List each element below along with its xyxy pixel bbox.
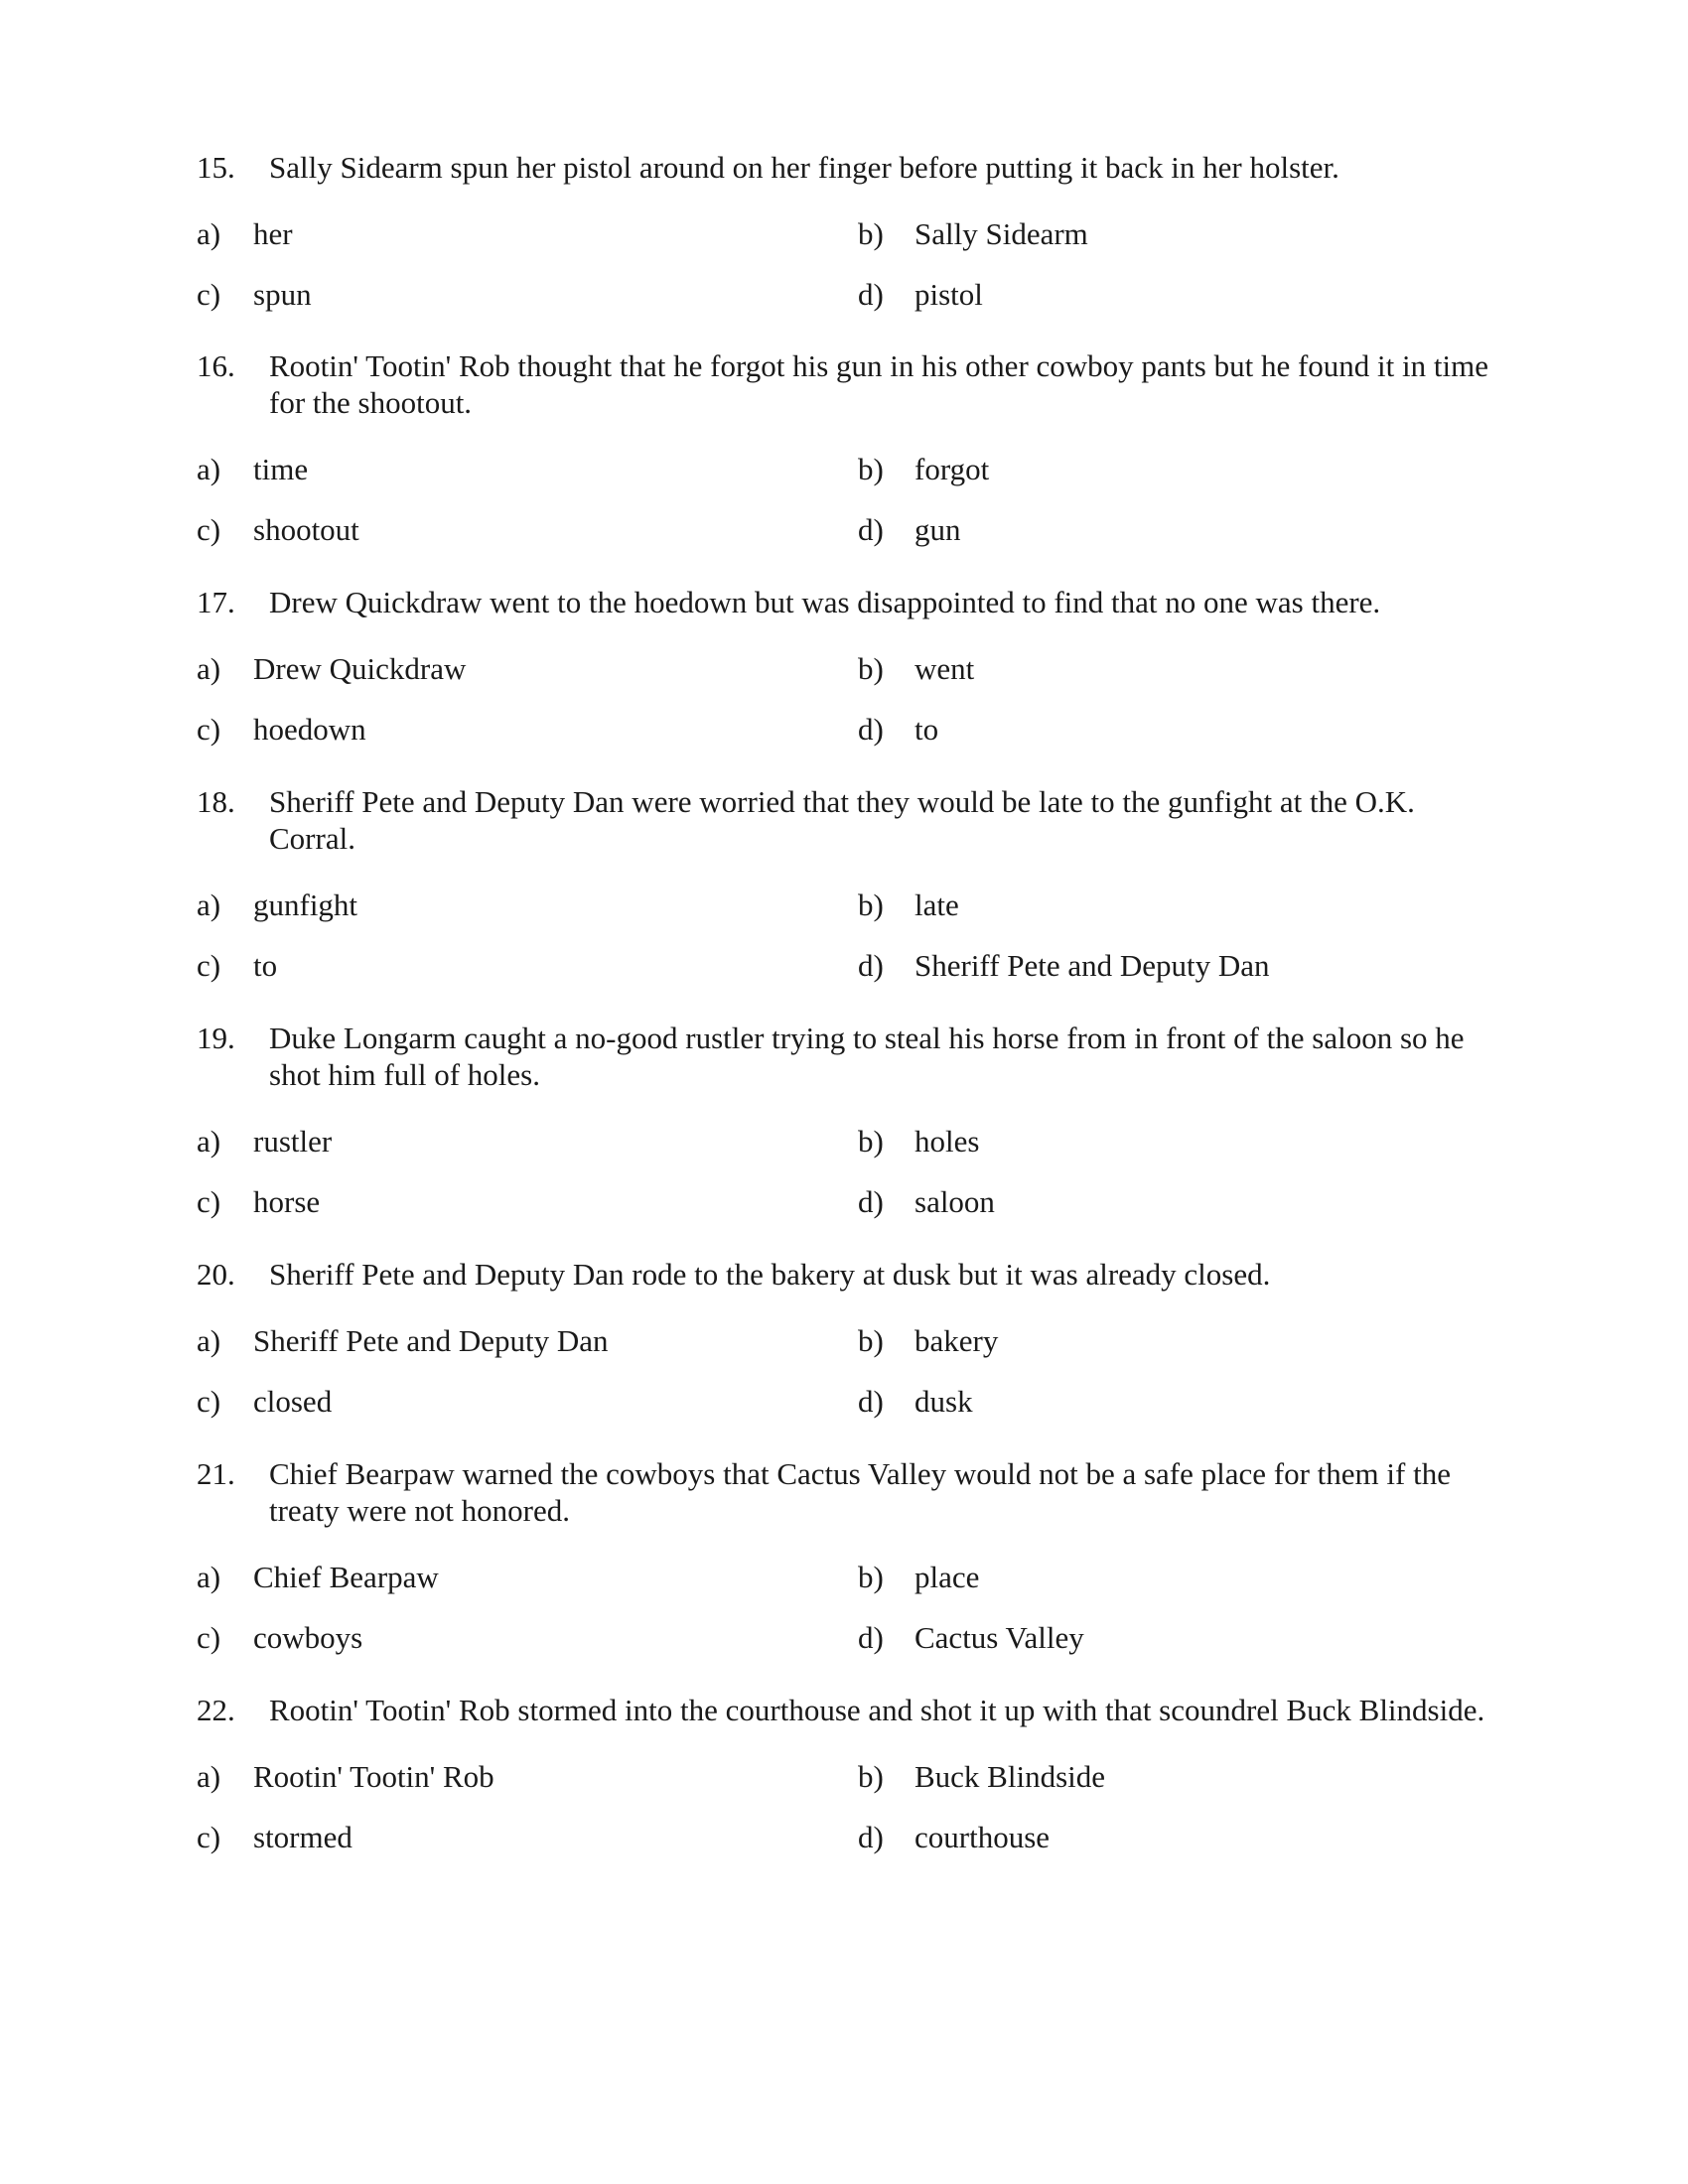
question-stem <box>197 584 1507 620</box>
option-letter: d) <box>858 948 884 983</box>
option-text: shootout <box>253 512 359 547</box>
option-letter: a) <box>197 887 221 922</box>
option-letter: a) <box>197 216 221 251</box>
option-b[interactable] <box>858 1559 979 1595</box>
option-letter: b) <box>858 887 884 922</box>
option-letter: a) <box>197 1124 221 1159</box>
option-text: Chief Bearpaw <box>253 1560 439 1594</box>
option-d[interactable] <box>858 276 983 313</box>
option-text: holes <box>914 1124 980 1159</box>
option-letter: b) <box>858 1124 884 1159</box>
option-letter: d) <box>858 1820 884 1854</box>
question-number: 15. <box>197 150 235 185</box>
question-number: 18. <box>197 784 235 819</box>
option-letter: c) <box>197 1820 221 1854</box>
option-a[interactable] <box>197 1123 332 1160</box>
option-text: gunfight <box>253 887 358 922</box>
option-a[interactable] <box>197 1559 439 1595</box>
option-a[interactable] <box>197 887 357 923</box>
option-letter: b) <box>858 1759 884 1794</box>
option-a[interactable] <box>197 1322 609 1359</box>
option-letter: c) <box>197 712 221 747</box>
question-text: Sheriff Pete and Deputy Dan rode to the bakery at dusk but it was already closed. <box>269 1257 1271 1292</box>
question-text: Drew Quickdraw went to the hoedown but was disappointed to find that no one was there. <box>269 585 1381 619</box>
option-text: saloon <box>914 1184 995 1219</box>
option-c[interactable] <box>197 947 277 984</box>
option-text: place <box>914 1560 980 1594</box>
option-d[interactable] <box>858 711 938 748</box>
option-b[interactable] <box>858 215 1088 252</box>
question-text: Rootin' Tootin' Rob stormed into the courthouse and shot it up with that scoundrel Buck Blindside. <box>269 1693 1485 1727</box>
option-letter: a) <box>197 651 221 686</box>
option-c[interactable] <box>197 276 312 313</box>
option-a[interactable] <box>197 451 308 487</box>
question-18 <box>197 783 1507 983</box>
option-text: her <box>253 216 293 251</box>
option-letter: b) <box>858 1560 884 1594</box>
option-text: cowboys <box>253 1620 363 1655</box>
option-b[interactable] <box>858 451 989 487</box>
question-stem <box>197 1455 1507 1529</box>
option-text: to <box>914 712 939 747</box>
option-d[interactable] <box>858 1183 995 1220</box>
option-text: Sally Sidearm <box>914 216 1088 251</box>
question-stem <box>197 1692 1507 1728</box>
option-d[interactable] <box>858 1619 1084 1656</box>
option-letter: d) <box>858 512 884 547</box>
option-text: gun <box>914 512 961 547</box>
option-text: hoedown <box>253 712 366 747</box>
question-stem <box>197 1020 1507 1093</box>
option-text: Cactus Valley <box>914 1620 1084 1655</box>
option-c[interactable] <box>197 511 359 548</box>
option-a[interactable] <box>197 215 293 252</box>
option-d[interactable] <box>858 1819 1050 1855</box>
question-22 <box>197 1692 1507 1854</box>
option-text: bakery <box>914 1323 999 1358</box>
question-19 <box>197 1020 1507 1219</box>
option-letter: a) <box>197 1560 221 1594</box>
option-text: courthouse <box>914 1820 1051 1854</box>
option-letter: d) <box>858 712 884 747</box>
option-letter: c) <box>197 948 221 983</box>
question-number: 22. <box>197 1693 235 1727</box>
option-b[interactable] <box>858 887 959 923</box>
question-text: Chief Bearpaw warned the cowboys that Cactus Valley would not be a safe place for them if the treaty were not honored. <box>269 1456 1451 1528</box>
option-text: Rootin' Tootin' Rob <box>253 1759 494 1794</box>
option-d[interactable] <box>858 947 1270 984</box>
option-letter: c) <box>197 277 221 312</box>
option-b[interactable] <box>858 1322 998 1359</box>
answer-options <box>197 1559 1507 1655</box>
question-stem <box>197 149 1507 186</box>
option-c[interactable] <box>197 1819 352 1855</box>
option-d[interactable] <box>858 1383 973 1420</box>
option-d[interactable] <box>858 511 961 548</box>
question-number: 16. <box>197 348 235 383</box>
option-text: late <box>914 887 959 922</box>
option-c[interactable] <box>197 711 366 748</box>
option-c[interactable] <box>197 1619 362 1656</box>
question-text: Sally Sidearm spun her pistol around on her finger before putting it back in her holster. <box>269 150 1339 185</box>
option-letter: b) <box>858 216 884 251</box>
option-a[interactable] <box>197 650 466 687</box>
option-c[interactable] <box>197 1383 332 1420</box>
option-text: to <box>253 948 278 983</box>
option-letter: c) <box>197 1620 221 1655</box>
option-text: rustler <box>253 1124 333 1159</box>
option-text: Sheriff Pete and Deputy Dan <box>914 948 1270 983</box>
option-text: Buck Blindside <box>914 1759 1106 1794</box>
option-letter: d) <box>858 277 884 312</box>
option-a[interactable] <box>197 1758 494 1795</box>
question-17 <box>197 584 1507 747</box>
question-stem <box>197 783 1507 857</box>
question-number: 21. <box>197 1456 235 1491</box>
option-letter: c) <box>197 1184 221 1219</box>
option-text: Sheriff Pete and Deputy Dan <box>253 1323 609 1358</box>
option-b[interactable] <box>858 650 974 687</box>
option-text: spun <box>253 277 312 312</box>
answer-options <box>197 1322 1507 1419</box>
option-b[interactable] <box>858 1123 979 1160</box>
answer-options <box>197 650 1507 747</box>
question-text: Duke Longarm caught a no-good rustler trying to steal his horse from in front of the saloon so he shot him full of holes. <box>269 1021 1465 1092</box>
option-text: dusk <box>914 1384 973 1419</box>
answer-options <box>197 451 1507 547</box>
question-number: 20. <box>197 1257 235 1292</box>
option-letter: d) <box>858 1620 884 1655</box>
option-text: went <box>914 651 975 686</box>
question-20 <box>197 1256 1507 1419</box>
option-letter: c) <box>197 1384 221 1419</box>
option-c[interactable] <box>197 1183 320 1220</box>
question-15 <box>197 149 1507 312</box>
option-letter: b) <box>858 1323 884 1358</box>
answer-options <box>197 1758 1507 1854</box>
option-letter: b) <box>858 452 884 486</box>
question-text: Rootin' Tootin' Rob thought that he forgot his gun in his other cowboy pants but he found it in time for the shootout. <box>269 348 1488 420</box>
option-text: pistol <box>914 277 983 312</box>
answer-options <box>197 887 1507 983</box>
option-text: Drew Quickdraw <box>253 651 467 686</box>
answer-options <box>197 215 1507 312</box>
option-letter: d) <box>858 1184 884 1219</box>
option-text: time <box>253 452 309 486</box>
question-number: 17. <box>197 585 235 619</box>
option-letter: a) <box>197 1759 221 1794</box>
option-letter: a) <box>197 452 221 486</box>
question-text: Sheriff Pete and Deputy Dan were worried that they would be late to the gunfight at the O.K. Corral. <box>269 784 1415 856</box>
answer-options <box>197 1123 1507 1219</box>
question-21 <box>197 1455 1507 1655</box>
option-text: forgot <box>914 452 990 486</box>
option-text: stormed <box>253 1820 352 1854</box>
option-letter: b) <box>858 651 884 686</box>
option-text: horse <box>253 1184 321 1219</box>
question-16 <box>197 347 1507 547</box>
question-stem <box>197 1256 1507 1293</box>
option-letter: c) <box>197 512 221 547</box>
question-number: 19. <box>197 1021 235 1055</box>
question-stem <box>197 347 1507 421</box>
option-b[interactable] <box>858 1758 1105 1795</box>
option-letter: d) <box>858 1384 884 1419</box>
option-text: closed <box>253 1384 333 1419</box>
option-letter: a) <box>197 1323 221 1358</box>
